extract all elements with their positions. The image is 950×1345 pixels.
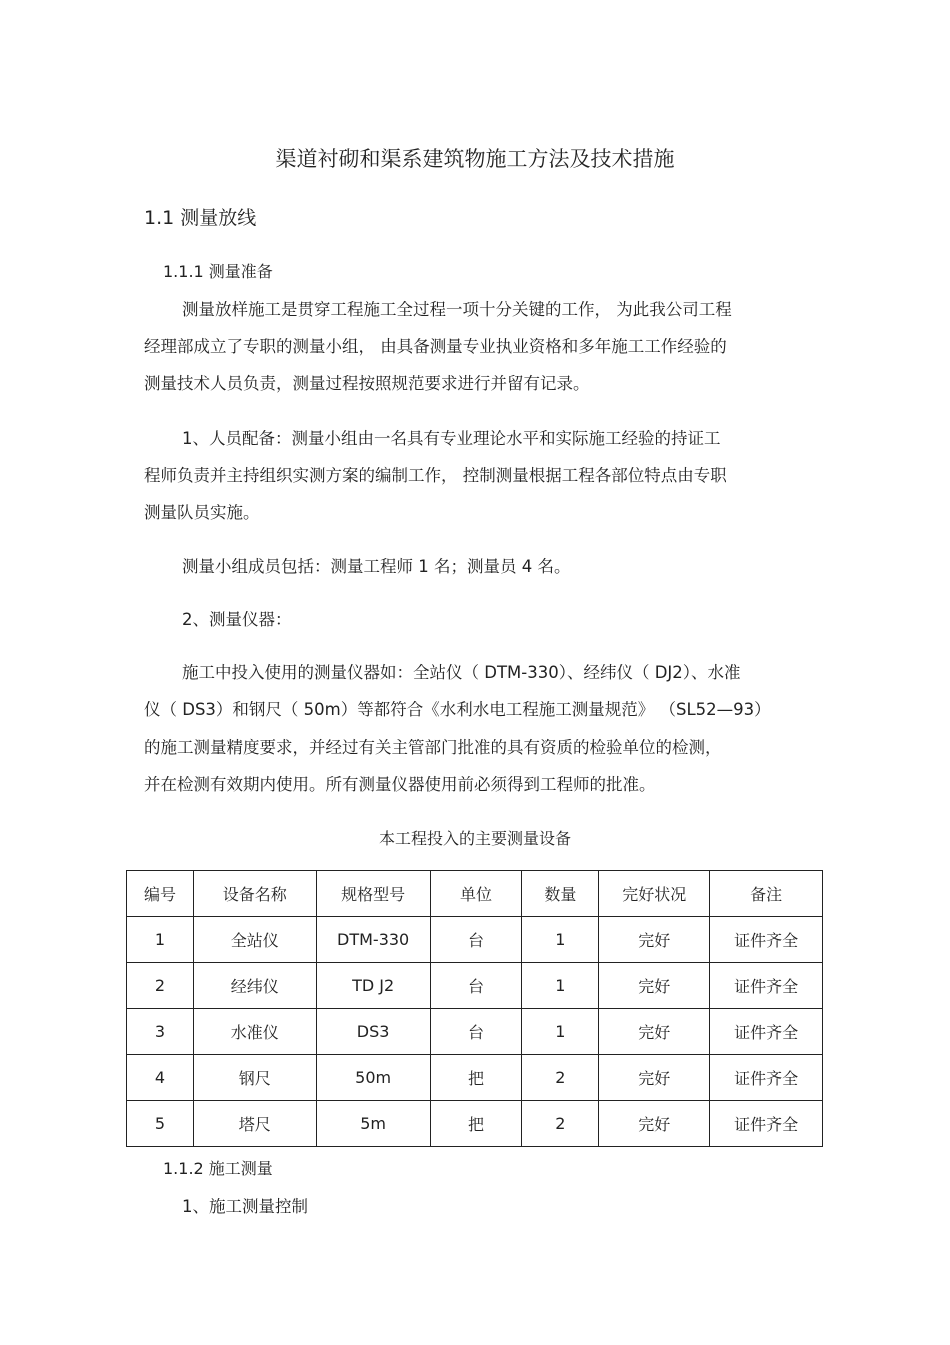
- paragraph-line: 1、施工测量控制: [182, 1197, 308, 1216]
- table-cell: 2: [522, 1101, 599, 1147]
- table-row: [127, 1055, 823, 1101]
- paragraph-line: 仪（ DS3）和钢尺（ 50m）等都符合《水利水电工程施工测量规范》 （SL52—93）: [144, 700, 771, 719]
- table-cell: 经纬仪: [193, 963, 316, 1009]
- table-row: [127, 917, 823, 963]
- table-cell: 完好: [599, 1101, 710, 1147]
- table-cell: 5m: [316, 1101, 430, 1147]
- paragraph-line: 测量小组成员包括：测量工程师 1 名；测量员 4 名。: [182, 557, 571, 576]
- table-cell: 完好: [599, 963, 710, 1009]
- table-header-cell: 编号: [127, 871, 194, 917]
- table-cell: 完好: [599, 1055, 710, 1101]
- table-cell: 全站仪: [193, 917, 316, 963]
- table-header-cell: 完好状况: [599, 871, 710, 917]
- table-header-cell: 数量: [522, 871, 599, 917]
- table-cell: 50m: [316, 1055, 430, 1101]
- table-header-cell: 设备名称: [193, 871, 316, 917]
- paragraph-line: 程师负责并主持组织实测方案的编制工作， 控制测量根据工程各部位特点由专职: [144, 466, 727, 485]
- paragraph-line: 测量队员实施。: [144, 503, 260, 522]
- table-cell: 1: [127, 917, 194, 963]
- table-header-cell: 备注: [710, 871, 823, 917]
- section-heading-1-1: 1.1 测量放线: [144, 207, 257, 229]
- table-cell: 完好: [599, 917, 710, 963]
- table-cell: 2: [127, 963, 194, 1009]
- paragraph-line: 并在检测有效期内使用。所有测量仪器使用前必须得到工程师的批准。: [144, 775, 656, 794]
- table-cell: 证件齐全: [710, 1101, 823, 1147]
- table-cell: 证件齐全: [710, 1009, 823, 1055]
- section-heading-1-1-1: 1.1.1 测量准备: [163, 262, 273, 281]
- equipment-table: [126, 870, 823, 1147]
- paragraph-line: 2、测量仪器：: [182, 610, 292, 629]
- table-cell: TD J2: [316, 963, 430, 1009]
- table-cell: 台: [430, 963, 522, 1009]
- table-cell: 台: [430, 917, 522, 963]
- table-header-cell: 单位: [430, 871, 522, 917]
- table-cell: 钢尺: [193, 1055, 316, 1101]
- table-row: [127, 1101, 823, 1147]
- table-cell: 把: [430, 1055, 522, 1101]
- table-row: [127, 1009, 823, 1055]
- table-cell: DS3: [316, 1009, 430, 1055]
- table-caption: 本工程投入的主要测量设备: [378, 829, 571, 848]
- table-cell: 把: [430, 1101, 522, 1147]
- table-cell: DTM-330: [316, 917, 430, 963]
- table-cell: 5: [127, 1101, 194, 1147]
- paragraph-line: 测量技术人员负责，测量过程按照规范要求进行并留有记录。: [144, 374, 590, 393]
- document-title: 渠道衬砌和渠系建筑物施工方法及技术措施: [275, 147, 675, 171]
- table-header-cell: 规格型号: [316, 871, 430, 917]
- table-cell: 证件齐全: [710, 963, 823, 1009]
- table-header-row: [127, 871, 823, 917]
- table-cell: 2: [522, 1055, 599, 1101]
- table-cell: 证件齐全: [710, 917, 823, 963]
- table-row: [127, 963, 823, 1009]
- table-cell: 1: [522, 963, 599, 1009]
- paragraph-line: 施工中投入使用的测量仪器如：全站仪（ DTM-330）、经纬仪（ DJ2）、水准: [182, 663, 741, 682]
- section-heading-1-1-2: 1.1.2 施工测量: [163, 1159, 273, 1178]
- table-cell: 4: [127, 1055, 194, 1101]
- table-cell: 水准仪: [193, 1009, 316, 1055]
- table-cell: 塔尺: [193, 1101, 316, 1147]
- paragraph-line: 的施工测量精度要求，并经过有关主管部门批准的具有资质的检验单位的检测，: [144, 738, 722, 757]
- table-cell: 1: [522, 1009, 599, 1055]
- table-cell: 3: [127, 1009, 194, 1055]
- table-cell: 1: [522, 917, 599, 963]
- table-cell: 台: [430, 1009, 522, 1055]
- paragraph-line: 经理部成立了专职的测量小组， 由具备测量专业执业资格和多年施工工作经验的: [144, 337, 727, 356]
- paragraph-line: 1、人员配备：测量小组由一名具有专业理论水平和实际施工经验的持证工: [182, 429, 721, 448]
- table-cell: 证件齐全: [710, 1055, 823, 1101]
- paragraph-line: 测量放样施工是贯穿工程施工全过程一项十分关键的工作， 为此我公司工程: [182, 300, 732, 319]
- table-cell: 完好: [599, 1009, 710, 1055]
